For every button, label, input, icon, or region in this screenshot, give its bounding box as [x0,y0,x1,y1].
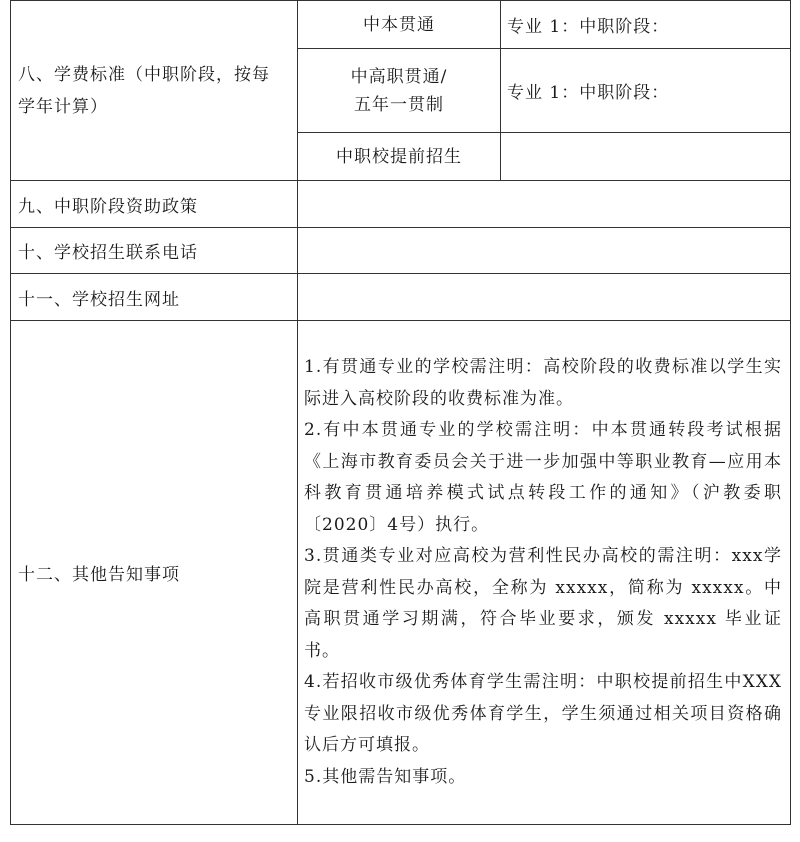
aid-policy-row [11,181,791,228]
note-item-4: 4.若招收市级优秀体育学生需注明：中职校提前招生中XXX 专业限招收市级优秀体育学生，学生须通过相关项目资格确认后方可填报。 [304,672,782,755]
fee-value-zhongben: 专业 1：中职阶段： [501,1,791,49]
enrollment-info-table [10,0,791,825]
note-item-2: 2.有中本贯通专业的学校需注明：中本贯通转段考试根据《上海市教育委员会关于进一步加强中等职业教育—应用本科教育贯通培养模式试点转段工作的通知》（沪教委职〔2020〕4号）执行。 [304,420,782,535]
fee-value-early [501,133,791,181]
website-row [11,274,791,321]
note-item-1: 1.有贯通专业的学校需注明：高校阶段的收费标准以学生实际进入高校阶段的收费标准为准。 [304,357,782,409]
website-value [298,274,791,321]
phone-label: 十、学校招生联系电话 [11,228,298,274]
note-item-5: 5.其他需告知事项。 [304,766,467,787]
fee-row-zhongben [11,1,791,49]
phone-value [298,228,791,274]
fee-standard-label: 八、学费标准（中职阶段，按每学年计算） [11,1,298,181]
fee-type-zhongben: 中本贯通 [298,1,501,49]
note-item-3: 3.贯通类专业对应高校为营利性民办高校的需注明：xxx学院是营利性民办高校，全称为 xxxxx，简称为 xxxxx。中高职贯通学习期满，符合毕业要求，颁发 xxxxx 毕业证书。 [304,546,782,661]
fee-value-zhonggao: 专业 1：中职阶段： [501,49,791,133]
aid-policy-label: 九、中职阶段资助政策 [11,181,298,228]
website-label: 十一、学校招生网址 [11,274,298,321]
phone-row [11,228,791,274]
fee-type-early: 中职校提前招生 [298,133,501,181]
notes-content [298,321,791,825]
fee-type-zhonggao: 中高职贯通/ 五年一贯制 [298,49,501,133]
notes-label: 十二、其他告知事项 [11,321,298,825]
notes-row [11,321,791,825]
aid-policy-value [298,181,791,228]
